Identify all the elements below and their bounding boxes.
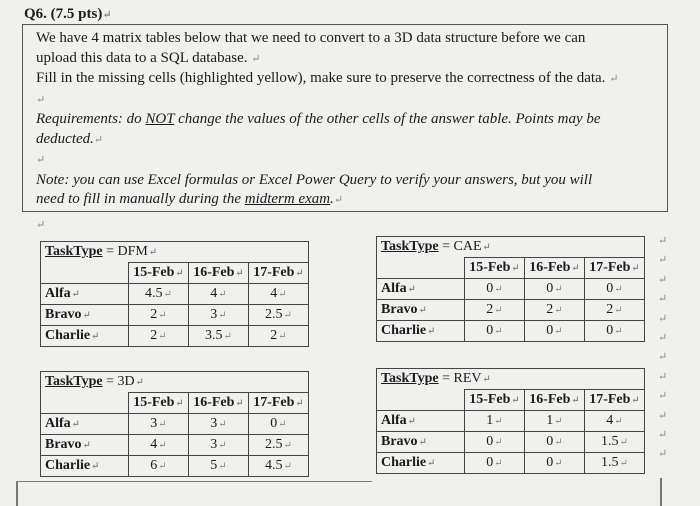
value-cell: 2↵ (249, 326, 309, 347)
column-header: 15-Feb↵ (465, 390, 525, 411)
table-row (377, 432, 645, 453)
table-row (41, 456, 309, 477)
value-cell: 1↵ (525, 411, 585, 432)
column-header: 15-Feb↵ (129, 393, 189, 414)
requirements-text: Requirements: do NOT change the values of the other cells of the answer table. Points may be (36, 111, 601, 127)
instruction-line: We have 4 matrix tables below that we need to convert to a 3D data structure before we can (36, 30, 586, 46)
return-mark: ↵ (658, 448, 668, 461)
value-cell: 2.5↵ (249, 305, 309, 326)
value-cell: 4↵ (189, 284, 249, 305)
column-header: 17-Feb↵ (249, 393, 309, 414)
value-cell: 2.5↵ (249, 435, 309, 456)
column-header: 16-Feb↵ (525, 258, 585, 279)
value-cell: 1.5↵ (585, 453, 645, 474)
value-cell: 0↵ (525, 432, 585, 453)
row-label: Charlie↵ (41, 326, 129, 347)
table-row (41, 414, 309, 435)
value-cell: 1.5↵ (585, 432, 645, 453)
requirements-text: deducted.↵ (36, 130, 104, 147)
return-mark: ↵ (36, 219, 46, 231)
corner-cell (41, 263, 129, 284)
return-mark: ↵ (658, 370, 668, 383)
matrix-table-cae (376, 236, 645, 342)
value-cell: 2↵ (525, 300, 585, 321)
table-row (41, 326, 309, 347)
corner-cell (377, 390, 465, 411)
column-header: 17-Feb↵ (249, 263, 309, 284)
value-cell: 3↵ (189, 414, 249, 435)
return-mark: ↵ (658, 235, 668, 247)
table-row (377, 453, 645, 474)
value-cell: 0↵ (525, 453, 585, 474)
return-mark: ↵ (658, 273, 668, 286)
return-mark: ↵ (658, 409, 668, 422)
return-mark-column (658, 234, 674, 467)
row-label: Charlie↵ (377, 321, 465, 342)
value-cell: 4↵ (129, 435, 189, 456)
value-cell: 4.5↵ (249, 456, 309, 477)
table-row (377, 411, 645, 432)
row-label: Bravo↵ (41, 305, 129, 326)
blank-paragraph: ↵ (36, 93, 46, 106)
matrix-table-rev (376, 368, 645, 474)
value-cell: 2↵ (585, 300, 645, 321)
table-title: TaskType = REV↵ (377, 369, 645, 390)
value-cell: 0↵ (465, 432, 525, 453)
value-cell: 0↵ (465, 321, 525, 342)
corner-cell (41, 393, 129, 414)
table-row (377, 300, 645, 321)
value-cell: 6↵ (129, 456, 189, 477)
column-header: 15-Feb↵ (129, 263, 189, 284)
return-mark: ↵ (658, 331, 668, 344)
value-cell: 3↵ (189, 435, 249, 456)
value-cell: 5↵ (189, 456, 249, 477)
table-row (41, 435, 309, 456)
table-title: TaskType = CAE↵ (377, 237, 645, 258)
value-cell: 2↵ (129, 305, 189, 326)
note-text: Note: you can use Excel formulas or Excel Power Query to verify your answers, but you will (36, 171, 593, 188)
table-title: TaskType = 3D↵ (41, 372, 309, 393)
return-mark: ↵ (102, 9, 112, 21)
row-label: Alfa↵ (41, 414, 129, 435)
note-text: need to fill in manually during the midterm exam.↵ (36, 191, 344, 207)
column-header: 17-Feb↵ (585, 390, 645, 411)
row-label: Alfa↵ (41, 284, 129, 305)
value-cell: 0↵ (525, 279, 585, 300)
column-header: 17-Feb↵ (585, 258, 645, 279)
table-row (377, 321, 645, 342)
return-mark: ↵ (658, 390, 668, 403)
question-box (22, 24, 668, 212)
value-cell: 0↵ (585, 279, 645, 300)
column-header: 15-Feb↵ (465, 258, 525, 279)
value-cell: 0↵ (525, 321, 585, 342)
value-cell: 2↵ (129, 326, 189, 347)
value-cell: 2↵ (465, 300, 525, 321)
corner-cell (377, 258, 465, 279)
matrix-table-dfm (40, 241, 309, 347)
value-cell: 4↵ (249, 284, 309, 305)
value-cell: 0↵ (585, 321, 645, 342)
value-cell: 3↵ (189, 305, 249, 326)
table-row (41, 284, 309, 305)
blank-paragraph: ↵ (36, 154, 46, 166)
instruction-line: Fill in the missing cells (highlighted yellow), make sure to preserve the correctness of the data. ↵ (36, 70, 619, 86)
row-label: Alfa↵ (377, 411, 465, 432)
table-title: TaskType = DFM↵ (41, 242, 309, 263)
table-border-line (16, 481, 372, 482)
table-row (377, 279, 645, 300)
column-header: 16-Feb↵ (525, 390, 585, 411)
row-label: Alfa↵ (377, 279, 465, 300)
value-cell: 0↵ (249, 414, 309, 435)
return-mark: ↵ (658, 428, 668, 441)
row-label: Bravo↵ (377, 432, 465, 453)
return-mark: ↵ (658, 254, 668, 267)
row-label: Bravo↵ (377, 300, 465, 321)
return-mark: ↵ (658, 293, 668, 306)
value-cell: 1↵ (465, 411, 525, 432)
return-mark: ↵ (658, 312, 668, 325)
value-cell: 0↵ (465, 453, 525, 474)
row-label: Bravo↵ (41, 435, 129, 456)
column-header: 16-Feb↵ (189, 263, 249, 284)
value-cell: 3.5↵ (189, 326, 249, 347)
question-title: Q6. (7.5 pts)↵ (24, 6, 112, 22)
row-label: Charlie↵ (41, 456, 129, 477)
value-cell: 0↵ (465, 279, 525, 300)
row-label: Charlie↵ (377, 453, 465, 474)
return-mark: ↵ (658, 351, 668, 364)
table-border-line (16, 481, 18, 506)
table-row (41, 305, 309, 326)
table-border-line (660, 478, 662, 506)
value-cell: 4.5↵ (129, 284, 189, 305)
instruction-line: upload this data to a SQL database. ↵ (36, 49, 261, 66)
value-cell: 4↵ (585, 411, 645, 432)
matrix-table-3d (40, 371, 309, 477)
value-cell: 3↵ (129, 414, 189, 435)
column-header: 16-Feb↵ (189, 393, 249, 414)
